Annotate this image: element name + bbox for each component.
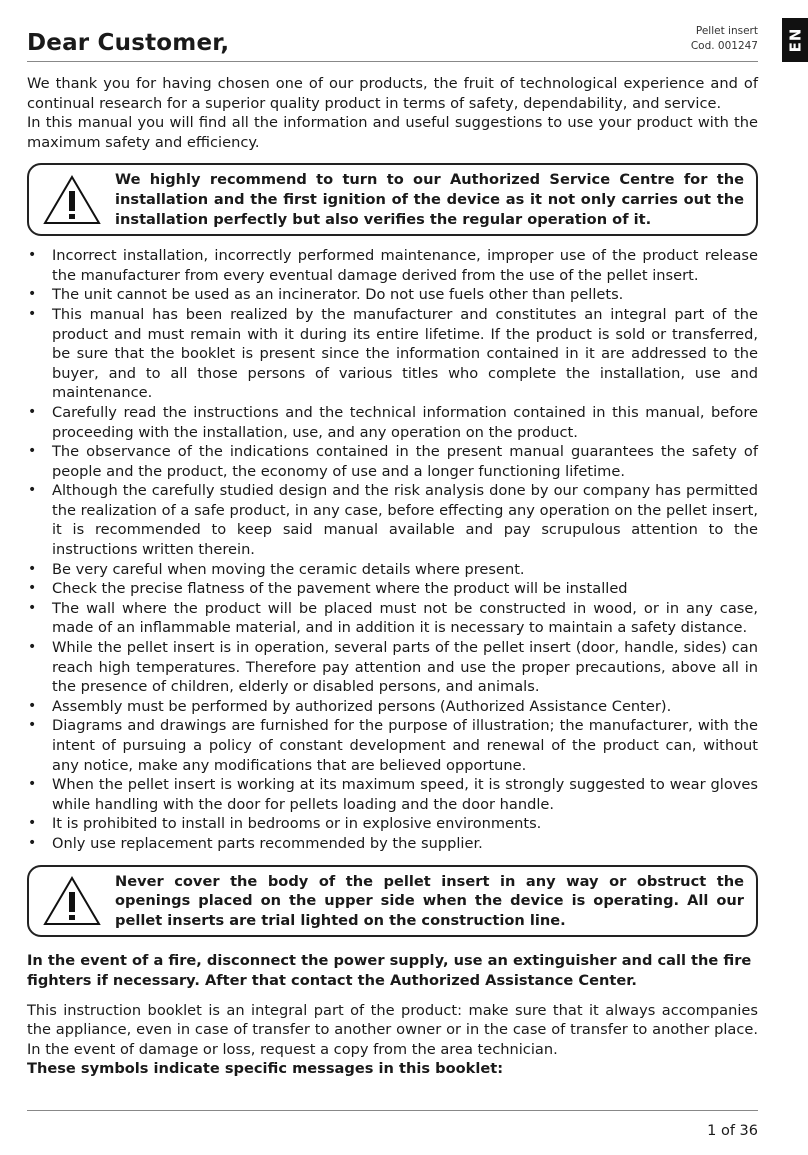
list-item: • Although the carefully studied design and the risk analysis done by our company has permitted the realization of a safe product, in any case, before effecting any operation on the pellet insert, it is recommended to keep said manual available and pay scrupulous attention to the instructions written therein. bbox=[27, 481, 758, 559]
list-item: • The observance of the indications contained in the present manual guarantees the safety of people and the product, the economy of use and a longer functioning lifetime. bbox=[27, 442, 758, 481]
warning-triangle-icon bbox=[29, 875, 115, 927]
list-item: • Diagrams and drawings are furnished for the purpose of illustration; the manufacturer, with the intent of pursuing a policy of constant development and renewal of the product can, without any notice, make any modifications that are believed opportune. bbox=[27, 716, 758, 775]
page-number: 1 of 36 bbox=[707, 1123, 758, 1139]
main-content bbox=[27, 74, 758, 1079]
list-item: • Be very careful when moving the ceramic details where present. bbox=[27, 560, 758, 580]
product-name: Pellet insert bbox=[695, 25, 758, 37]
warning-box bbox=[27, 865, 758, 938]
page-title: Dear Customer, bbox=[27, 30, 230, 56]
warning-box bbox=[27, 163, 758, 236]
list-item: • It is prohibited to install in bedrooms or in explosive environments. bbox=[27, 814, 758, 834]
language-tab bbox=[782, 18, 808, 62]
list-item: • Incorrect installation, incorrectly performed maintenance, improper use of the product release the manufacturer from every eventual damage derived from the use of the pellet insert. bbox=[27, 246, 758, 285]
list-item: • The wall where the product will be placed must not be constructed in wood, or in any case, made of an inflammable material, and in addition it is necessary to maintain a safety distance. bbox=[27, 599, 758, 638]
footer-divider bbox=[27, 1110, 758, 1111]
intro-paragraph: We thank you for having chosen one of our products, the fruit of technological experience and of continual research for a superior quality product in terms of safety, dependability, and service. bbox=[27, 75, 758, 112]
warning-text: We highly recommend to turn to our Authorized Service Centre for the installation and the first ignition of the device as it not only carries out the installation perfectly but also verifies the regular operation of it. bbox=[115, 171, 744, 228]
list-item: • This manual has been realized by the manufacturer and constitutes an integral part of the product and must remain with it during its entire lifetime. If the product is sold or transferred, be sure that the booklet is present since the information contained in it are addressed to the buyer, and to all those persons of various titles who complete the installation, use and maintenance. bbox=[27, 305, 758, 403]
language-label: EN bbox=[786, 27, 804, 53]
symbols-heading: These symbols indicate specific messages in this booklet: bbox=[27, 1060, 504, 1078]
warning-triangle-icon bbox=[29, 174, 115, 226]
header-divider bbox=[27, 61, 758, 62]
product-code: Cod. 001247 bbox=[690, 40, 758, 52]
list-item: • While the pellet insert is in operation, several parts of the pellet insert (door, handle, sides) can reach high temperatures. Therefore pay attention and use the proper precautions, above all in the presence of children, elderly or disabled persons, and animals. bbox=[27, 638, 758, 697]
list-item: • Carefully read the instructions and the technical information contained in this manual, before proceeding with the installation, use, and any operation on the product. bbox=[27, 403, 758, 442]
precautions-list bbox=[27, 246, 758, 853]
list-item: • Check the precise flatness of the pavement where the product will be installed bbox=[27, 579, 758, 599]
fire-notice: In the event of a fire, disconnect the power supply, use an extinguisher and call the fire fighters if necessary. After that contact the Authorized Assistance Center. bbox=[27, 952, 752, 989]
list-item: • Only use replacement parts recommended by the supplier. bbox=[27, 834, 758, 854]
document-meta bbox=[691, 24, 758, 54]
warning-text: Never cover the body of the pellet insert in any way or obstruct the openings placed on the upper side when the device is operating. All our pellet inserts are trial lighted on the construction line. bbox=[115, 872, 744, 929]
list-item: • When the pellet insert is working at its maximum speed, it is strongly suggested to wear gloves while handling with the door for pellets loading and the door handle. bbox=[27, 775, 758, 814]
booklet-notice: This instruction booklet is an integral part of the product: make sure that it always accompanies the appliance, even in case of transfer to another owner or in the case of transfer to another place. In the event of damage or loss, request a copy from the area technician. bbox=[27, 1001, 758, 1058]
list-item: • Assembly must be performed by authorized persons (Authorized Assistance Center). bbox=[27, 697, 758, 717]
list-item: • The unit cannot be used as an incinerator. Do not use fuels other than pellets. bbox=[27, 285, 758, 305]
intro-paragraph: In this manual you will find all the information and useful suggestions to use your product with the maximum safety and efficiency. bbox=[27, 114, 758, 151]
